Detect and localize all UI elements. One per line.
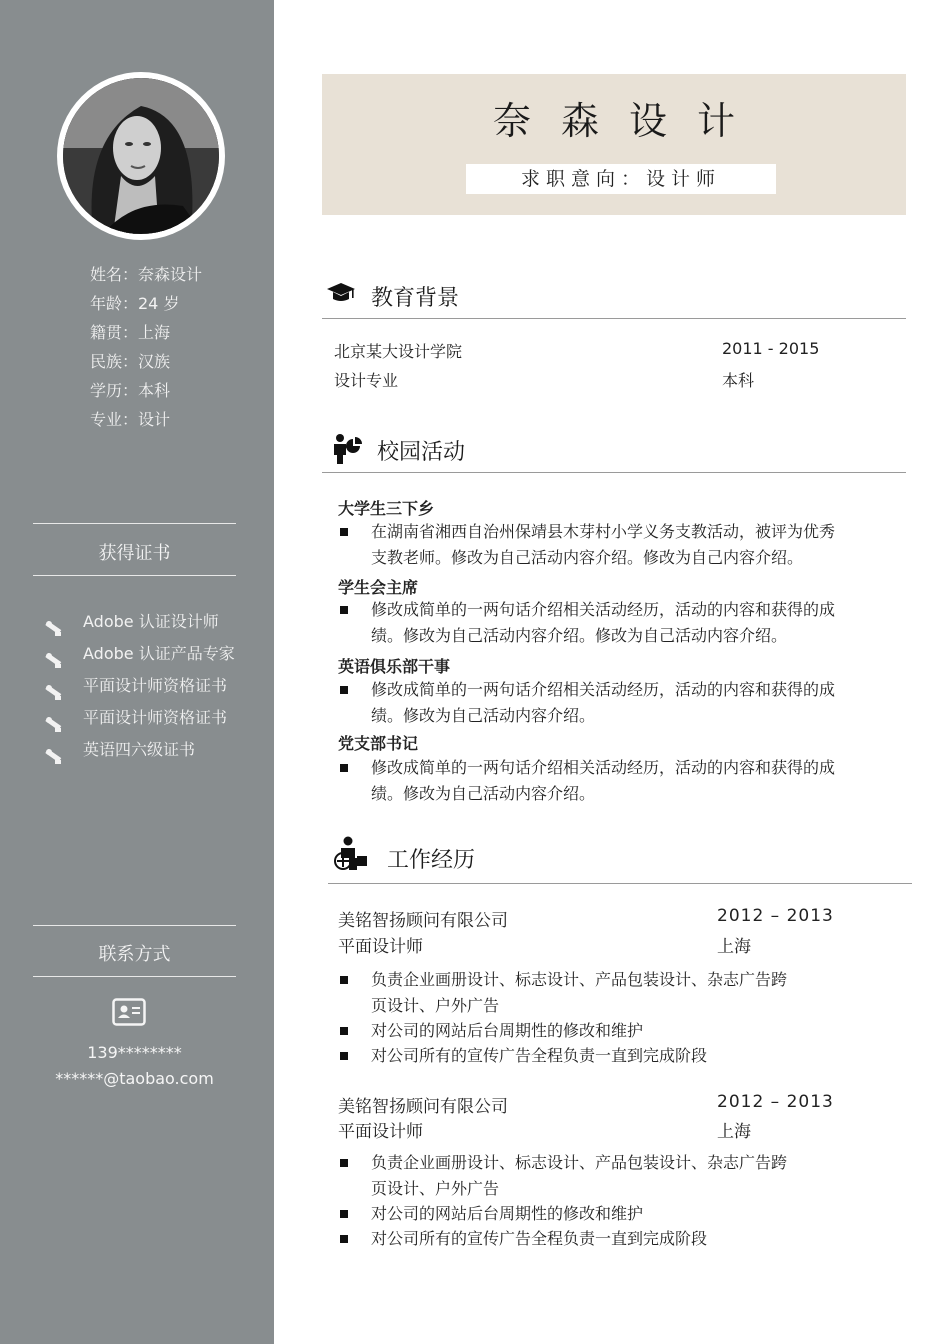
bullet-icon — [340, 528, 348, 536]
divider — [322, 318, 906, 319]
certificate-name: 平面设计师资格证书 — [83, 708, 228, 727]
company-name: 美铭智扬顾问有限公司 — [338, 911, 508, 931]
certificate-icon — [42, 617, 64, 639]
degree: 本科 — [722, 371, 755, 390]
school-name: 北京某大设计学院 — [334, 342, 463, 361]
activity-heading: 党支部书记 — [338, 734, 419, 753]
certificate-name: 平面设计师资格证书 — [83, 676, 228, 695]
header — [322, 74, 906, 215]
divider — [322, 472, 906, 473]
education-period: 2011 - 2015 — [722, 339, 820, 358]
divider — [33, 925, 236, 926]
job-period: 2012 – 2013 — [717, 906, 834, 926]
job-location: 上海 — [717, 1122, 751, 1142]
bullet-icon — [340, 1159, 348, 1167]
avatar-frame — [57, 72, 225, 240]
certificates-title: 获得证书 — [98, 543, 171, 564]
job-duty: 对公司所有的宣传广告全程负责一直到完成阶段 — [371, 1046, 708, 1065]
certificate-icon — [42, 713, 64, 735]
list-item — [338, 1226, 798, 1252]
candidate-name: 奈森设计 — [492, 99, 765, 143]
activities-title: 校园活动 — [377, 440, 466, 465]
activity-heading: 学生会主席 — [338, 578, 419, 597]
list-item — [338, 967, 798, 1019]
company-name: 美铭智扬顾问有限公司 — [338, 1097, 508, 1117]
job-location: 上海 — [717, 937, 751, 957]
info-education: 学历：本科 — [90, 381, 171, 400]
job-objective: 求职意向：设计师 — [466, 164, 776, 194]
graduation-cap-icon — [326, 282, 356, 304]
contact-phone: 139******** — [87, 1043, 182, 1062]
info-hometown: 籍贯：上海 — [90, 323, 171, 342]
certificate-icon — [42, 681, 64, 703]
list-item — [338, 1018, 798, 1044]
worker-icon — [333, 836, 369, 870]
presenter-icon — [332, 433, 362, 465]
job-period: 2012 – 2013 — [717, 1092, 834, 1112]
divider — [33, 976, 236, 977]
job-duty: 对公司所有的宣传广告全程负责一直到完成阶段 — [371, 1229, 708, 1248]
bullet-icon — [340, 1052, 348, 1060]
contact-email: ******@taobao.com — [55, 1069, 214, 1088]
contact-title: 联系方式 — [98, 944, 171, 965]
certificate-icon — [42, 745, 64, 767]
bullet-icon — [340, 1027, 348, 1035]
certificate-name: Adobe 认证设计师 — [83, 612, 219, 631]
list-item — [338, 1150, 798, 1202]
education-title: 教育背景 — [371, 286, 460, 311]
activity-description: 修改成简单的一两句话介绍相关活动经历，活动的内容和获得的成绩。修改为自己活动内容介绍。 — [371, 680, 836, 725]
contact-card-icon — [112, 998, 146, 1026]
certificate-name: 英语四六级证书 — [83, 740, 196, 759]
certificate-name: Adobe 认证产品专家 — [83, 644, 235, 663]
avatar — [63, 78, 219, 234]
activity-heading: 英语俱乐部干事 — [338, 657, 451, 676]
activity-description: 修改成简单的一两句话介绍相关活动经历，活动的内容和获得的成绩。修改为自己活动内容介绍。修改为自己活动内容介绍。 — [371, 600, 836, 645]
divider — [33, 523, 236, 524]
bullet-icon — [340, 606, 348, 614]
list-item — [338, 519, 848, 571]
job-duty: 对公司的网站后台周期性的修改和维护 — [371, 1021, 644, 1040]
sidebar — [0, 0, 274, 1344]
info-name: 姓名：奈森设计 — [90, 265, 203, 284]
activity-description: 修改成简单的一两句话介绍相关活动经历，活动的内容和获得的成绩。修改为自己活动内容介绍。 — [371, 758, 836, 803]
bullet-icon — [340, 764, 348, 772]
job-position: 平面设计师 — [338, 937, 423, 957]
certificate-icon — [42, 649, 64, 671]
activity-heading: 大学生三下乡 — [338, 499, 435, 518]
info-major: 专业：设计 — [90, 410, 171, 429]
info-age: 年龄：24 岁 — [90, 294, 180, 313]
bullet-icon — [340, 1235, 348, 1243]
list-item — [338, 677, 848, 729]
job-duty: 负责企业画册设计、标志设计、产品包装设计、杂志广告跨页设计、户外广告 — [371, 970, 788, 1015]
job-duty: 对公司的网站后台周期性的修改和维护 — [371, 1204, 644, 1223]
major: 设计专业 — [334, 371, 399, 390]
job-position: 平面设计师 — [338, 1122, 423, 1142]
job-duty: 负责企业画册设计、标志设计、产品包装设计、杂志广告跨页设计、户外广告 — [371, 1153, 788, 1198]
divider — [33, 575, 236, 576]
list-item — [338, 1201, 798, 1227]
list-item — [338, 597, 848, 649]
bullet-icon — [340, 686, 348, 694]
info-ethnicity: 民族：汉族 — [90, 352, 171, 371]
bullet-icon — [340, 1210, 348, 1218]
personal-info — [90, 260, 202, 434]
divider — [328, 883, 912, 884]
bullet-icon — [340, 976, 348, 984]
activity-description: 在湖南省湘西自治州保靖县木芽村小学义务支教活动，被评为优秀支教老师。修改为自己活动内容介绍。修改为自己内容介绍。 — [371, 522, 836, 567]
profile-photo — [63, 78, 219, 234]
list-item — [338, 755, 848, 807]
list-item — [338, 1043, 798, 1069]
work-title: 工作经历 — [387, 848, 476, 873]
